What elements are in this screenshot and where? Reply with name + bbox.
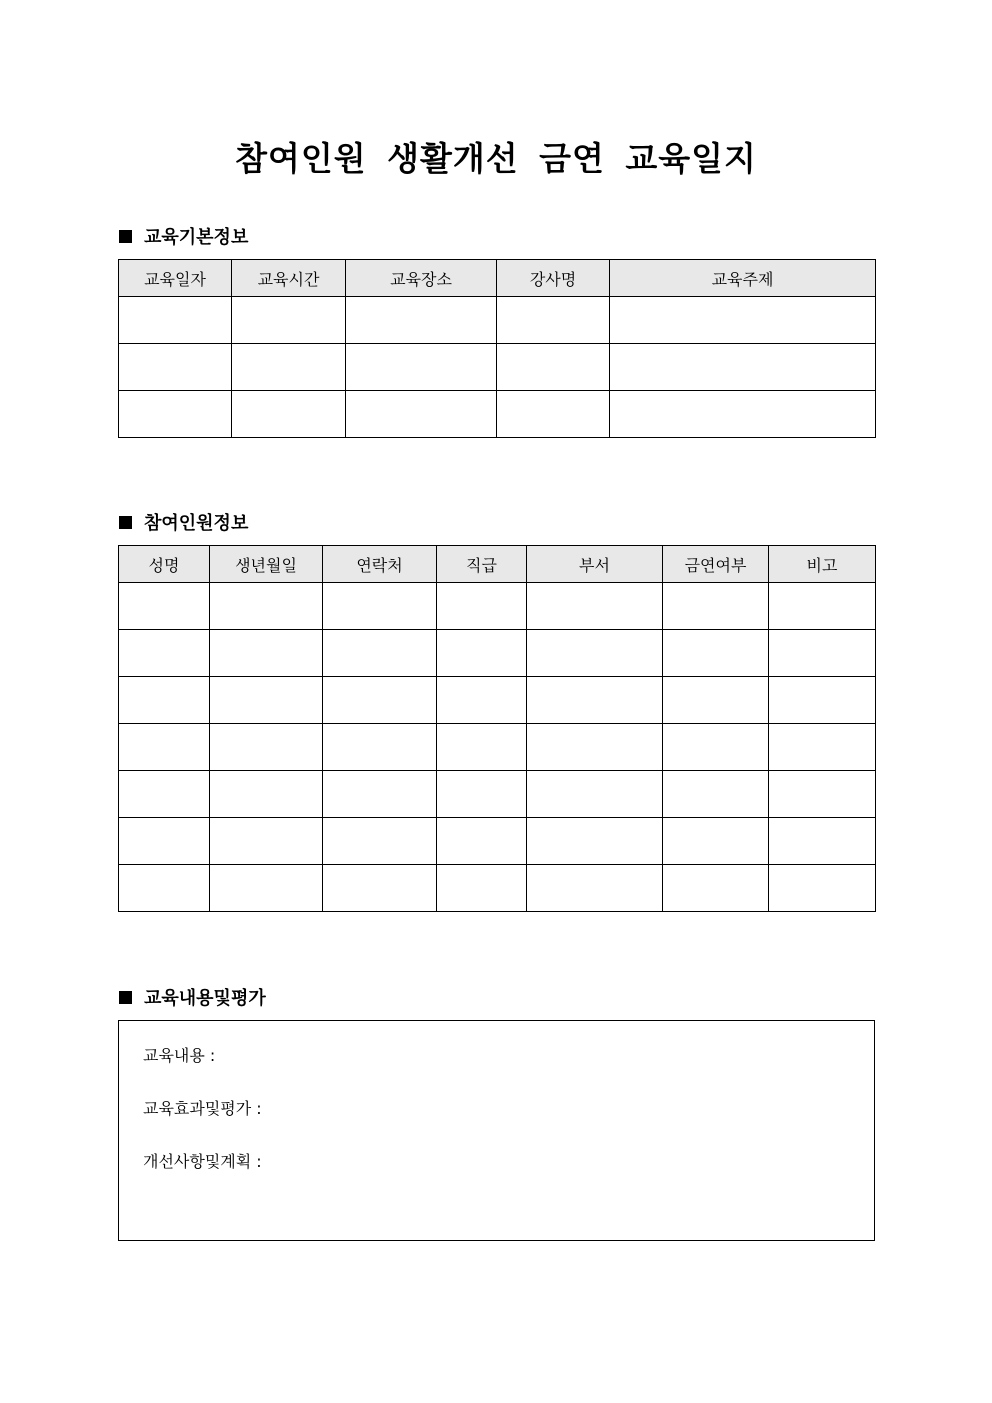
participants-table <box>118 545 876 912</box>
column-header: 연락처 <box>323 546 437 583</box>
table-cell[interactable] <box>437 865 527 912</box>
section-heading-evaluation <box>119 984 266 1010</box>
table-cell[interactable] <box>119 583 210 630</box>
table-cell[interactable] <box>527 818 663 865</box>
section-heading-label: 교육내용및평가 <box>144 988 266 1009</box>
table-cell[interactable] <box>323 724 437 771</box>
table-cell[interactable] <box>119 391 232 438</box>
table-cell[interactable] <box>119 297 232 344</box>
column-header: 교육일자 <box>119 260 232 297</box>
table-row <box>119 865 876 912</box>
table-row <box>119 391 876 438</box>
table-cell[interactable] <box>210 630 323 677</box>
plan-label: 개선사항및계획 : <box>143 1152 262 1171</box>
evaluation-box[interactable] <box>118 1020 875 1241</box>
table-cell[interactable] <box>232 297 346 344</box>
section-heading-label: 교육기본정보 <box>144 227 249 248</box>
table-cell[interactable] <box>497 344 610 391</box>
column-header: 교육시간 <box>232 260 346 297</box>
table-row <box>119 724 876 771</box>
table-cell[interactable] <box>119 771 210 818</box>
table-cell[interactable] <box>210 677 323 724</box>
column-header: 직급 <box>437 546 527 583</box>
table-cell[interactable] <box>210 771 323 818</box>
table-cell[interactable] <box>663 771 769 818</box>
column-header: 생년월일 <box>210 546 323 583</box>
table-cell[interactable] <box>527 677 663 724</box>
table-row <box>119 583 876 630</box>
table-row <box>119 677 876 724</box>
table-cell[interactable] <box>663 677 769 724</box>
table-cell[interactable] <box>437 583 527 630</box>
table-cell[interactable] <box>610 344 876 391</box>
black-square-icon <box>119 516 132 529</box>
content-label: 교육내용 : <box>143 1046 216 1065</box>
table-cell[interactable] <box>769 583 876 630</box>
table-cell[interactable] <box>437 724 527 771</box>
table-cell[interactable] <box>769 771 876 818</box>
table-cell[interactable] <box>346 297 497 344</box>
table-cell[interactable] <box>497 297 610 344</box>
table-cell[interactable] <box>769 630 876 677</box>
table-cell[interactable] <box>527 583 663 630</box>
table-cell[interactable] <box>610 391 876 438</box>
table-cell[interactable] <box>437 771 527 818</box>
section-heading-label: 참여인원정보 <box>144 513 249 534</box>
table-cell[interactable] <box>527 865 663 912</box>
table-cell[interactable] <box>769 677 876 724</box>
table-cell[interactable] <box>210 865 323 912</box>
effect-label: 교육효과및평가 : <box>143 1099 262 1118</box>
table-cell[interactable] <box>119 677 210 724</box>
section-heading-basic-info <box>119 223 248 249</box>
black-square-icon <box>119 991 132 1004</box>
column-header: 교육장소 <box>346 260 497 297</box>
table-cell[interactable] <box>437 677 527 724</box>
column-header: 금연여부 <box>663 546 769 583</box>
table-cell[interactable] <box>232 391 346 438</box>
table-cell[interactable] <box>323 583 437 630</box>
table-cell[interactable] <box>769 724 876 771</box>
table-cell[interactable] <box>323 630 437 677</box>
table-cell[interactable] <box>527 724 663 771</box>
column-header: 비고 <box>769 546 876 583</box>
table-row <box>119 630 876 677</box>
table-row <box>119 344 876 391</box>
table-cell[interactable] <box>437 818 527 865</box>
table-cell[interactable] <box>527 630 663 677</box>
page-title: 참여인원 생활개선 금연 교육일지 <box>235 139 757 178</box>
table-row <box>119 297 876 344</box>
table-cell[interactable] <box>323 818 437 865</box>
table-cell[interactable] <box>119 865 210 912</box>
black-square-icon <box>119 230 132 243</box>
table-cell[interactable] <box>323 771 437 818</box>
table-header-row <box>119 546 876 583</box>
table-cell[interactable] <box>527 771 663 818</box>
table-cell[interactable] <box>119 818 210 865</box>
table-cell[interactable] <box>346 344 497 391</box>
table-cell[interactable] <box>663 630 769 677</box>
table-cell[interactable] <box>663 724 769 771</box>
table-cell[interactable] <box>769 865 876 912</box>
table-cell[interactable] <box>497 391 610 438</box>
column-header: 성명 <box>119 546 210 583</box>
column-header: 강사명 <box>497 260 610 297</box>
table-cell[interactable] <box>232 344 346 391</box>
table-cell[interactable] <box>323 865 437 912</box>
basic-info-table <box>118 259 876 438</box>
table-cell[interactable] <box>210 818 323 865</box>
table-cell[interactable] <box>663 583 769 630</box>
table-cell[interactable] <box>346 391 497 438</box>
section-heading-participants <box>119 509 248 535</box>
table-cell[interactable] <box>210 724 323 771</box>
table-cell[interactable] <box>210 583 323 630</box>
table-row <box>119 771 876 818</box>
table-cell[interactable] <box>769 818 876 865</box>
table-cell[interactable] <box>663 865 769 912</box>
table-cell[interactable] <box>323 677 437 724</box>
table-cell[interactable] <box>119 630 210 677</box>
table-header-row <box>119 260 876 297</box>
table-cell[interactable] <box>437 630 527 677</box>
table-cell[interactable] <box>610 297 876 344</box>
table-row <box>119 818 876 865</box>
column-header: 교육주제 <box>610 260 876 297</box>
column-header: 부서 <box>527 546 663 583</box>
table-cell[interactable] <box>663 818 769 865</box>
table-cell[interactable] <box>119 724 210 771</box>
table-cell[interactable] <box>119 344 232 391</box>
